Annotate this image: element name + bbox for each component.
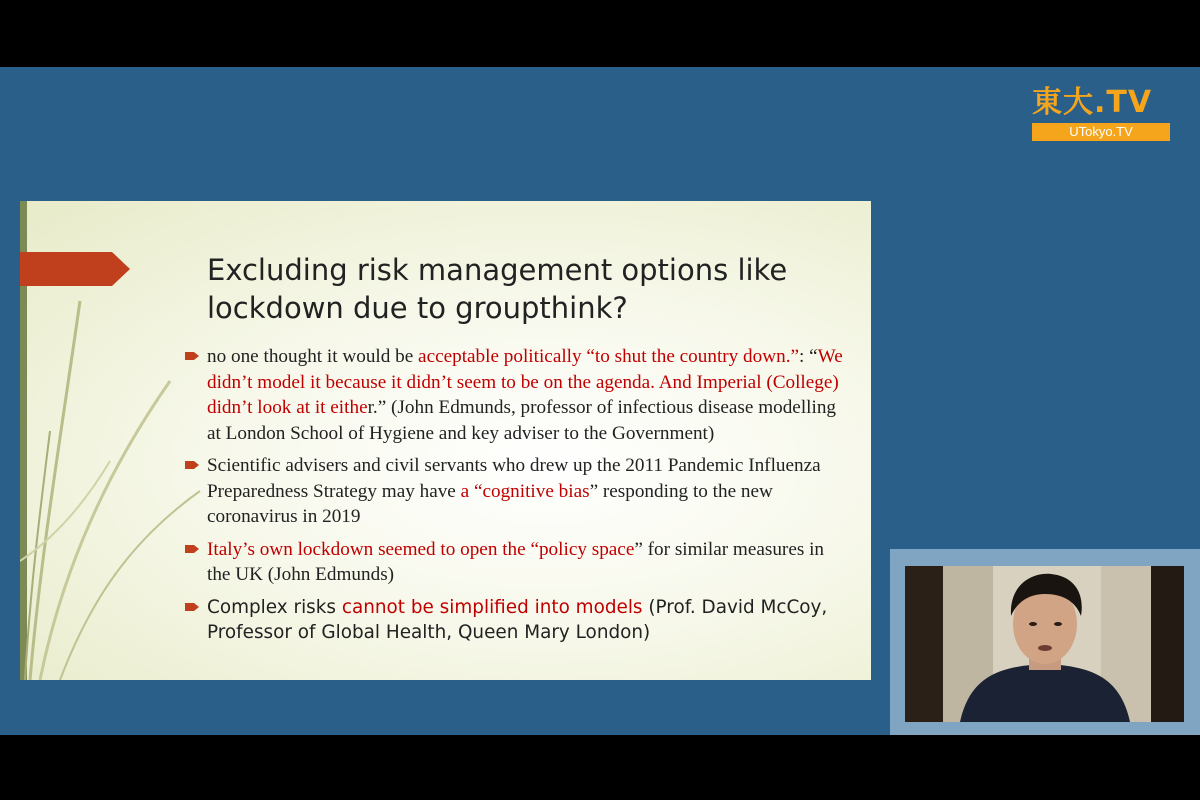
slide-bullet (185, 344, 845, 446)
arrow-bullet-icon (185, 351, 199, 361)
bullet-text: : “ (799, 346, 818, 367)
bullet-text: r.” (John Edmunds, professor of infectious disease modelling at London School of Hygiene and key adviser to the Government) (207, 397, 837, 444)
slide-bullet (185, 453, 845, 530)
bullet-text: (Prof. David McCoy, Professor of Global Health, Queen Mary London) (207, 596, 828, 643)
speaker-webcam-video (905, 566, 1184, 722)
bullet-text: Scientific advisers and civil servants who drew up the 2011 Pandemic Influenza Preparedness Strategy may have (207, 455, 821, 502)
bullet-highlight-text: Italy’s own lockdown seemed to open the “policy space (207, 538, 635, 560)
letterbox-top (0, 0, 1200, 67)
arrow-bullet-icon (185, 602, 199, 612)
logo-sub-text: UTokyo.TV (1032, 123, 1170, 141)
arrow-bullet-icon (185, 544, 199, 554)
letterbox-bottom (0, 735, 1200, 800)
arrow-bullet-icon (185, 460, 199, 470)
presentation-slide (20, 201, 871, 680)
bullet-text: no one thought it would be (207, 346, 419, 367)
slide-bullet (185, 537, 845, 588)
bullet-highlight-text: cannot be simplified into models (341, 596, 643, 618)
speaker-figure (905, 566, 1184, 722)
slide-title: Excluding risk management options like lockdown due to groupthink? (207, 253, 788, 325)
bullet-highlight-text: a “cognitive bias (460, 480, 590, 502)
bullet-highlight-text: acceptable politically “to shut the country down.” (418, 346, 800, 367)
utokyo-tv-logo (1032, 85, 1172, 145)
bullet-text: Complex risks (207, 596, 342, 618)
bullet-highlight-text: We didn’t model it because it didn’t seem to be on the agenda. And Imperial (College) didn’t look at it eithe (207, 346, 843, 418)
bullet-text: ” for similar measures in the UK (John Edmunds) (207, 538, 825, 585)
bullet-list (185, 344, 845, 653)
bullet-text: ” responding to the new coronavirus in 2019 (207, 480, 773, 527)
slide-bullet (185, 595, 845, 646)
logo-main-text: 東大.TV (1032, 85, 1153, 120)
